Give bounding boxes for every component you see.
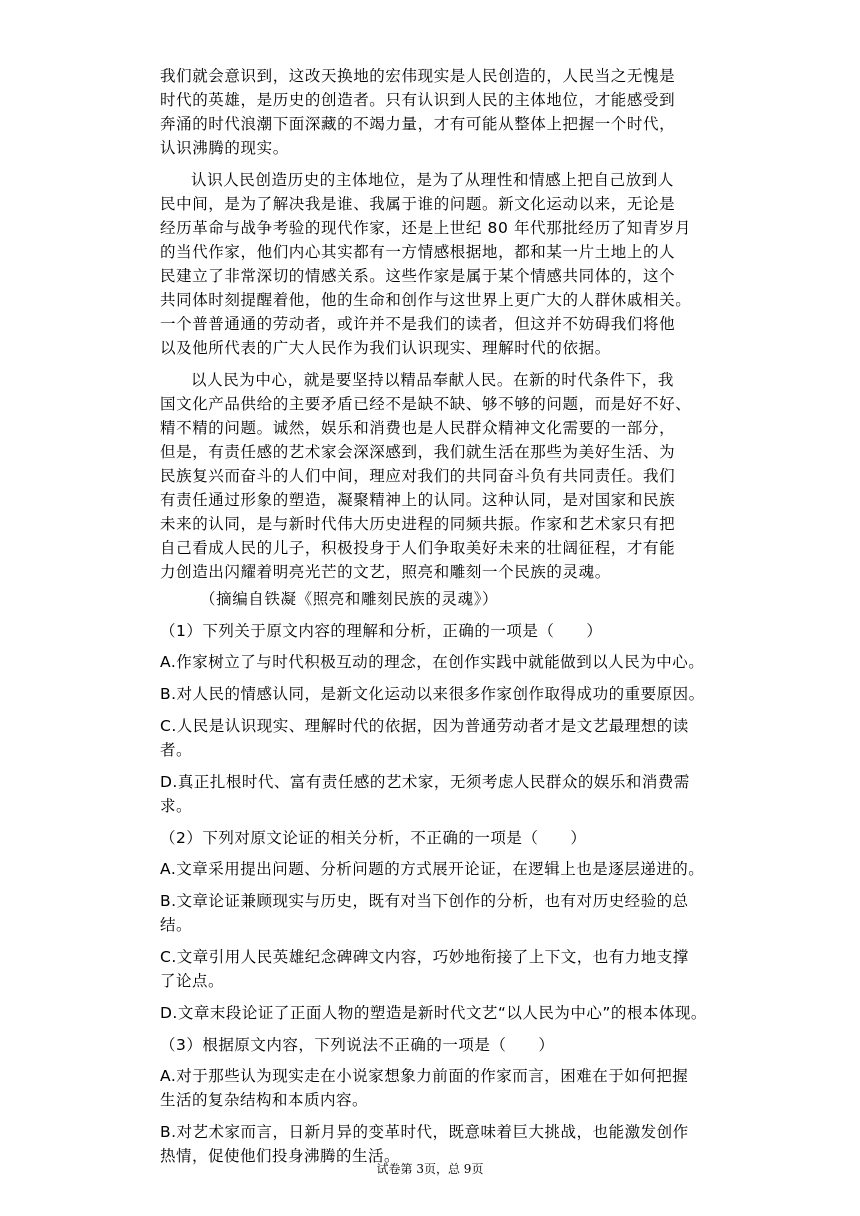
- paragraph-line: 民中间，是为了解决我是谁、我属于谁的问题。新文化运动以来，无论是: [160, 195, 676, 213]
- answer-option: [160, 770, 750, 818]
- answer-option: [160, 857, 750, 881]
- answer-option: [160, 1064, 750, 1112]
- answer-option: [160, 682, 750, 706]
- paragraph-line: 奔涌的时代浪潮下面深藏的不竭力量，才有可能从整体上把握一个时代，: [160, 115, 676, 133]
- paragraph: [160, 168, 750, 360]
- paragraph-line: 以人民为中心，就是要坚持以精品奉献人民。在新的时代条件下，我: [191, 371, 675, 389]
- question: [160, 1033, 750, 1168]
- option-line: 了论点。: [160, 972, 225, 990]
- paragraph-line: 经历革命与战争考验的现代作家，还是上世纪 80 年代那批经历了知青岁月: [160, 219, 692, 237]
- option-line: D.真正扎根时代、富有责任感的艺术家，无须考虑人民群众的娱乐和消费需: [160, 773, 690, 791]
- answer-option: [160, 1001, 750, 1025]
- paragraph-line: 民族复兴而奋斗的人们中间，理应对我们的共同奋斗负有共同责任。我们: [160, 467, 676, 485]
- paragraph-line: 民建立了非常深切的情感关系。这些作家是属于某个情感共同体的，这个: [160, 267, 676, 285]
- paragraph-line: 共同体时刻提醒着他，他的生命和创作与这世界上更广大的人群休戚相关。: [160, 291, 692, 309]
- paragraph: [160, 368, 750, 584]
- option-line: B.对艺术家而言，日新月异的变革时代，既意味着巨大挑战，也能激发创作: [160, 1123, 689, 1141]
- option-line: C.人民是认识现实、理解时代的依据，因为普通劳动者才是文艺最理想的读: [160, 717, 689, 735]
- option-line: A.对于那些认为现实走在小说家想象力前面的作家而言，困难在于如何把握: [160, 1067, 689, 1085]
- paragraph-line: 认识人民创造历史的主体地位，是为了从理性和情感上把自己放到人: [191, 171, 675, 189]
- paragraph-line: 以及他所代表的广大人民作为我们认识现实、理解时代的依据。: [160, 339, 611, 357]
- answer-option: [160, 714, 750, 762]
- page-footer: 试卷第 3页，总 9页: [376, 1162, 484, 1176]
- question: [160, 826, 750, 1025]
- option-line: 者。: [160, 741, 193, 759]
- question-stem: （2）下列对原文论证的相关分析，不正确的一项是（ ）: [160, 829, 587, 847]
- paragraph-line: 未来的认同，是与新时代伟大历史进程的同频共振。作家和艺术家只有把: [160, 515, 676, 533]
- paragraph-line: 时代的英雄，是历史的创造者。只有认识到人民的主体地位，才能感受到: [160, 91, 676, 109]
- answer-option: [160, 945, 750, 993]
- paragraph-line: 认识沸腾的现实。: [160, 139, 289, 157]
- source-citation: （摘编自铁凝《照亮和雕刻民族的灵魂》）: [200, 590, 499, 608]
- paragraph-line: 有责任通过形象的塑造，凝聚精神上的认同。这种认同，是对国家和民族: [160, 491, 676, 509]
- option-line: B.对人民的情感认同，是新文化运动以来很多作家创作取得成功的重要原因。: [160, 685, 705, 703]
- paragraph-line: 我们就会意识到，这改天换地的宏伟现实是人民创造的，人民当之无愧是: [160, 67, 676, 85]
- option-line: D.文章末段论证了正面人物的塑造是新时代文艺“以人民为中心”的根本体现。: [160, 1004, 707, 1022]
- question: [160, 619, 750, 818]
- answer-option: [160, 889, 750, 937]
- paragraph-line: 自己看成人民的儿子，积极投身于人们争取美好未来的壮阔征程，才有能: [160, 539, 676, 557]
- question-list: [160, 619, 750, 1168]
- paragraph-line: 的当代作家，他们内心其实都有一方情感根据地，都和某一片土地上的人: [160, 243, 676, 261]
- answer-option: [160, 650, 750, 674]
- paragraph: [160, 64, 750, 160]
- paragraph-line: 精不精的问题。诚然，娱乐和消费也是人民群众精神文化需要的一部分，: [160, 419, 676, 437]
- paragraph-line: 一个普普通通的劳动者，或许并不是我们的读者，但这并不妨碍我们将他: [160, 315, 676, 333]
- option-line: 热情，促使他们投身沸腾的生活。: [160, 1147, 401, 1165]
- document-body: [160, 64, 750, 1176]
- option-line: B.文章论证兼顾现实与历史，既有对当下创作的分析，也有对历史经验的总: [160, 892, 689, 910]
- option-line: C.文章引用人民英雄纪念碑碑文内容，巧妙地衔接了上下文，也有力地支撑: [160, 948, 689, 966]
- paragraph-line: 力创造出闪耀着明亮光芒的文艺，照亮和雕刻一个民族的灵魂。: [160, 563, 611, 581]
- passage: [160, 64, 750, 584]
- paragraph-line: 国文化产品供给的主要矛盾已经不是缺不缺、够不够的问题，而是好不好、: [160, 395, 692, 413]
- option-line: 结。: [160, 916, 193, 934]
- option-line: 求。: [160, 797, 193, 815]
- question-stem: （1）下列关于原文内容的理解和分析，正确的一项是（ ）: [160, 622, 603, 640]
- paragraph-line: 但是，有责任感的艺术家会深深感到，我们就生活在那些为美好生活、为: [160, 443, 676, 461]
- option-line: A.作家树立了与时代积极互动的理念，在创作实践中就能做到以人民为中心。: [160, 653, 705, 671]
- option-line: A.文章采用提出问题、分析问题的方式展开论证，在逻辑上也是逐层递进的。: [160, 860, 705, 878]
- option-line: 生活的复杂结构和本质内容。: [160, 1091, 369, 1109]
- question-stem: （3）根据原文内容，下列说法不正确的一项是（ ）: [160, 1036, 555, 1054]
